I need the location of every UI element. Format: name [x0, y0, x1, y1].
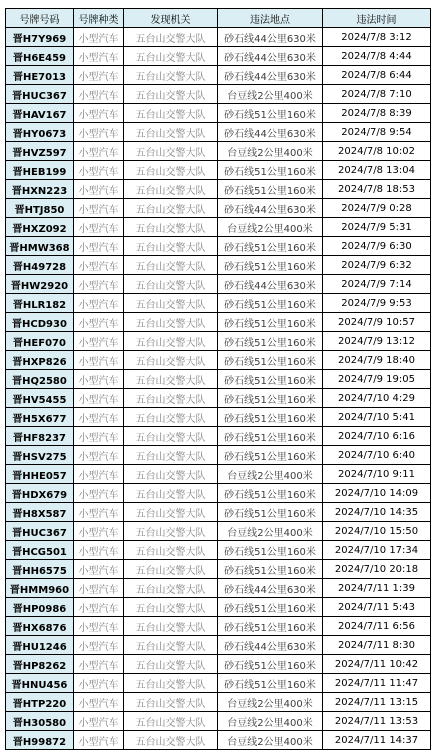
table-row: [6, 579, 431, 598]
table-row: [6, 522, 431, 541]
cell-plate-number: 晋HMW368: [6, 237, 74, 256]
table-row: [6, 161, 431, 180]
cell-location: 台豆线2公里400米: [218, 731, 323, 750]
cell-location: 砂石线51公里160米: [218, 484, 323, 503]
cell-plate-number: 晋HNU456: [6, 674, 74, 693]
cell-authority: 五台山交警大队: [124, 389, 218, 408]
cell-authority: 五台山交警大队: [124, 256, 218, 275]
violation-table: [5, 8, 431, 750]
table-row: [6, 294, 431, 313]
cell-plate-number: 晋HEB199: [6, 161, 74, 180]
cell-time: 2024/7/11 5:43: [323, 598, 431, 617]
cell-location: 砂石线44公里630米: [218, 123, 323, 142]
cell-authority: 五台山交警大队: [124, 85, 218, 104]
cell-plate-type: 小型汽车: [74, 351, 124, 370]
table-row: [6, 332, 431, 351]
cell-authority: 五台山交警大队: [124, 503, 218, 522]
cell-location: 砂石线51公里160米: [218, 427, 323, 446]
table-row: [6, 674, 431, 693]
table-row: [6, 693, 431, 712]
cell-time: 2024/7/9 19:05: [323, 370, 431, 389]
cell-time: 2024/7/9 10:57: [323, 313, 431, 332]
cell-plate-number: 晋HHE057: [6, 465, 74, 484]
table-row: [6, 617, 431, 636]
cell-time: 2024/7/10 14:09: [323, 484, 431, 503]
cell-time: 2024/7/10 6:16: [323, 427, 431, 446]
table-row: [6, 275, 431, 294]
cell-plate-type: 小型汽车: [74, 598, 124, 617]
cell-time: 2024/7/11 13:15: [323, 693, 431, 712]
cell-plate-type: 小型汽车: [74, 655, 124, 674]
cell-authority: 五台山交警大队: [124, 522, 218, 541]
cell-location: 台豆线2公里400米: [218, 85, 323, 104]
cell-authority: 五台山交警大队: [124, 674, 218, 693]
cell-time: 2024/7/10 9:11: [323, 465, 431, 484]
cell-time: 2024/7/8 18:53: [323, 180, 431, 199]
cell-plate-type: 小型汽车: [74, 427, 124, 446]
cell-location: 砂石线51公里160米: [218, 598, 323, 617]
cell-plate-number: 晋H6E459: [6, 47, 74, 66]
cell-location: 砂石线51公里160米: [218, 617, 323, 636]
table-row: [6, 218, 431, 237]
cell-location: 砂石线51公里160米: [218, 313, 323, 332]
cell-plate-number: 晋HTP220: [6, 693, 74, 712]
table-row: [6, 636, 431, 655]
table-row: [6, 180, 431, 199]
cell-plate-number: 晋HEF070: [6, 332, 74, 351]
cell-plate-type: 小型汽车: [74, 161, 124, 180]
cell-location: 砂石线51公里160米: [218, 256, 323, 275]
cell-authority: 五台山交警大队: [124, 427, 218, 446]
table-row: [6, 446, 431, 465]
cell-authority: 五台山交警大队: [124, 598, 218, 617]
cell-time: 2024/7/8 8:39: [323, 104, 431, 123]
cell-plate-number: 晋H99872: [6, 731, 74, 750]
cell-plate-number: 晋HY0673: [6, 123, 74, 142]
table-row: [6, 370, 431, 389]
cell-plate-number: 晋HP8262: [6, 655, 74, 674]
cell-plate-number: 晋H5X677: [6, 408, 74, 427]
cell-time: 2024/7/8 9:54: [323, 123, 431, 142]
cell-location: 砂石线51公里160米: [218, 351, 323, 370]
cell-location: 砂石线51公里160米: [218, 655, 323, 674]
cell-plate-type: 小型汽车: [74, 332, 124, 351]
cell-authority: 五台山交警大队: [124, 199, 218, 218]
cell-time: 2024/7/10 5:41: [323, 408, 431, 427]
cell-plate-number: 晋HSV275: [6, 446, 74, 465]
cell-plate-type: 小型汽车: [74, 408, 124, 427]
cell-location: 台豆线2公里400米: [218, 218, 323, 237]
cell-authority: 五台山交警大队: [124, 104, 218, 123]
cell-time: 2024/7/9 5:31: [323, 218, 431, 237]
table-row: [6, 47, 431, 66]
cell-plate-number: 晋H7Y969: [6, 28, 74, 47]
cell-plate-number: 晋HV5455: [6, 389, 74, 408]
cell-time: 2024/7/11 6:56: [323, 617, 431, 636]
cell-plate-type: 小型汽车: [74, 484, 124, 503]
cell-plate-number: 晋HXP826: [6, 351, 74, 370]
header-violation-time: 违法时间: [323, 9, 431, 28]
cell-authority: 五台山交警大队: [124, 142, 218, 161]
cell-plate-type: 小型汽车: [74, 370, 124, 389]
cell-plate-type: 小型汽车: [74, 541, 124, 560]
cell-authority: 五台山交警大队: [124, 484, 218, 503]
cell-plate-number: 晋HAV167: [6, 104, 74, 123]
cell-authority: 五台山交警大队: [124, 161, 218, 180]
cell-time: 2024/7/9 6:30: [323, 237, 431, 256]
cell-plate-type: 小型汽车: [74, 693, 124, 712]
table-row: [6, 465, 431, 484]
cell-plate-number: 晋HXN223: [6, 180, 74, 199]
cell-location: 台豆线2公里400米: [218, 712, 323, 731]
cell-plate-type: 小型汽车: [74, 275, 124, 294]
cell-location: 砂石线44公里630米: [218, 47, 323, 66]
cell-location: 砂石线44公里630米: [218, 275, 323, 294]
table-row: [6, 123, 431, 142]
cell-plate-number: 晋HVZ597: [6, 142, 74, 161]
cell-authority: 五台山交警大队: [124, 579, 218, 598]
cell-plate-type: 小型汽车: [74, 503, 124, 522]
cell-authority: 五台山交警大队: [124, 712, 218, 731]
cell-authority: 五台山交警大队: [124, 313, 218, 332]
cell-location: 砂石线51公里160米: [218, 541, 323, 560]
cell-time: 2024/7/11 8:30: [323, 636, 431, 655]
cell-time: 2024/7/9 18:40: [323, 351, 431, 370]
cell-plate-number: 晋H30580: [6, 712, 74, 731]
table-row: [6, 104, 431, 123]
cell-time: 2024/7/8 7:10: [323, 85, 431, 104]
cell-location: 砂石线51公里160米: [218, 370, 323, 389]
cell-plate-type: 小型汽车: [74, 579, 124, 598]
cell-authority: 五台山交警大队: [124, 351, 218, 370]
cell-plate-type: 小型汽车: [74, 446, 124, 465]
cell-plate-number: 晋HX6876: [6, 617, 74, 636]
cell-authority: 五台山交警大队: [124, 66, 218, 85]
table-row: [6, 351, 431, 370]
table-row: [6, 731, 431, 750]
cell-location: 砂石线44公里630米: [218, 579, 323, 598]
cell-plate-number: 晋HMM960: [6, 579, 74, 598]
cell-authority: 五台山交警大队: [124, 180, 218, 199]
cell-time: 2024/7/10 4:29: [323, 389, 431, 408]
cell-plate-number: 晋HLR182: [6, 294, 74, 313]
table-row: [6, 313, 431, 332]
cell-time: 2024/7/9 13:12: [323, 332, 431, 351]
header-row: [6, 9, 431, 28]
cell-plate-type: 小型汽车: [74, 28, 124, 47]
cell-authority: 五台山交警大队: [124, 617, 218, 636]
cell-time: 2024/7/11 14:37: [323, 731, 431, 750]
cell-authority: 五台山交警大队: [124, 655, 218, 674]
cell-plate-number: 晋HUC367: [6, 85, 74, 104]
header-violation-location: 违法地点: [218, 9, 323, 28]
cell-authority: 五台山交警大队: [124, 731, 218, 750]
table-row: [6, 85, 431, 104]
cell-location: 砂石线51公里160米: [218, 389, 323, 408]
cell-plate-number: 晋HP0986: [6, 598, 74, 617]
cell-time: 2024/7/10 14:35: [323, 503, 431, 522]
violation-table-container: [5, 8, 431, 750]
cell-location: 砂石线51公里160米: [218, 294, 323, 313]
cell-time: 2024/7/10 15:50: [323, 522, 431, 541]
cell-plate-type: 小型汽车: [74, 389, 124, 408]
table-row: [6, 66, 431, 85]
header-plate-type: 号牌种类: [74, 9, 124, 28]
cell-location: 台豆线2公里400米: [218, 522, 323, 541]
cell-plate-number: 晋HW2920: [6, 275, 74, 294]
table-row: [6, 484, 431, 503]
cell-authority: 五台山交警大队: [124, 636, 218, 655]
cell-plate-type: 小型汽车: [74, 617, 124, 636]
cell-authority: 五台山交警大队: [124, 28, 218, 47]
cell-plate-number: 晋HCG501: [6, 541, 74, 560]
cell-plate-type: 小型汽车: [74, 636, 124, 655]
cell-plate-number: 晋H49728: [6, 256, 74, 275]
cell-authority: 五台山交警大队: [124, 693, 218, 712]
cell-plate-type: 小型汽车: [74, 123, 124, 142]
cell-plate-number: 晋HE7013: [6, 66, 74, 85]
cell-location: 砂石线51公里160米: [218, 674, 323, 693]
cell-plate-number: 晋HUC367: [6, 522, 74, 541]
cell-location: 砂石线51公里160米: [218, 408, 323, 427]
cell-location: 砂石线51公里160米: [218, 332, 323, 351]
cell-time: 2024/7/8 10:02: [323, 142, 431, 161]
cell-authority: 五台山交警大队: [124, 47, 218, 66]
cell-time: 2024/7/8 4:44: [323, 47, 431, 66]
cell-time: 2024/7/8 6:44: [323, 66, 431, 85]
cell-authority: 五台山交警大队: [124, 560, 218, 579]
table-row: [6, 408, 431, 427]
header-plate-number: 号牌号码: [6, 9, 74, 28]
cell-time: 2024/7/8 13:04: [323, 161, 431, 180]
cell-time: 2024/7/10 17:34: [323, 541, 431, 560]
table-row: [6, 503, 431, 522]
cell-time: 2024/7/11 10:42: [323, 655, 431, 674]
cell-time: 2024/7/8 3:12: [323, 28, 431, 47]
table-row: [6, 598, 431, 617]
cell-authority: 五台山交警大队: [124, 123, 218, 142]
cell-location: 砂石线44公里630米: [218, 28, 323, 47]
cell-location: 台豆线2公里400米: [218, 693, 323, 712]
cell-time: 2024/7/9 7:14: [323, 275, 431, 294]
cell-plate-number: 晋HTJ850: [6, 199, 74, 218]
table-row: [6, 237, 431, 256]
cell-plate-type: 小型汽车: [74, 294, 124, 313]
cell-authority: 五台山交警大队: [124, 275, 218, 294]
header-discovering-authority: 发现机关: [124, 9, 218, 28]
table-row: [6, 142, 431, 161]
cell-plate-type: 小型汽车: [74, 85, 124, 104]
table-row: [6, 389, 431, 408]
cell-plate-type: 小型汽车: [74, 180, 124, 199]
table-row: [6, 655, 431, 674]
cell-plate-type: 小型汽车: [74, 256, 124, 275]
cell-authority: 五台山交警大队: [124, 541, 218, 560]
cell-plate-number: 晋HF8237: [6, 427, 74, 446]
cell-plate-type: 小型汽车: [74, 712, 124, 731]
cell-authority: 五台山交警大队: [124, 218, 218, 237]
cell-authority: 五台山交警大队: [124, 465, 218, 484]
cell-plate-type: 小型汽车: [74, 731, 124, 750]
table-row: [6, 560, 431, 579]
cell-plate-type: 小型汽车: [74, 142, 124, 161]
cell-authority: 五台山交警大队: [124, 446, 218, 465]
cell-plate-number: 晋HXZ092: [6, 218, 74, 237]
cell-location: 砂石线44公里630米: [218, 636, 323, 655]
table-row: [6, 199, 431, 218]
cell-plate-type: 小型汽车: [74, 104, 124, 123]
cell-plate-number: 晋H8X587: [6, 503, 74, 522]
cell-plate-type: 小型汽车: [74, 199, 124, 218]
cell-location: 砂石线51公里160米: [218, 237, 323, 256]
cell-plate-type: 小型汽车: [74, 313, 124, 332]
cell-location: 砂石线51公里160米: [218, 161, 323, 180]
cell-time: 2024/7/10 6:40: [323, 446, 431, 465]
cell-time: 2024/7/11 11:47: [323, 674, 431, 693]
table-header: [6, 9, 431, 28]
cell-authority: 五台山交警大队: [124, 408, 218, 427]
cell-time: 2024/7/9 6:32: [323, 256, 431, 275]
cell-authority: 五台山交警大队: [124, 370, 218, 389]
cell-location: 砂石线51公里160米: [218, 104, 323, 123]
table-row: [6, 427, 431, 446]
cell-plate-type: 小型汽车: [74, 218, 124, 237]
table-row: [6, 256, 431, 275]
cell-plate-number: 晋HCD930: [6, 313, 74, 332]
cell-time: 2024/7/11 13:53: [323, 712, 431, 731]
table-row: [6, 28, 431, 47]
table-row: [6, 712, 431, 731]
cell-location: 砂石线51公里160米: [218, 446, 323, 465]
cell-time: 2024/7/9 0:28: [323, 199, 431, 218]
cell-authority: 五台山交警大队: [124, 237, 218, 256]
cell-plate-type: 小型汽车: [74, 465, 124, 484]
cell-authority: 五台山交警大队: [124, 294, 218, 313]
cell-plate-type: 小型汽车: [74, 66, 124, 85]
cell-time: 2024/7/11 1:39: [323, 579, 431, 598]
cell-location: 台豆线2公里400米: [218, 142, 323, 161]
cell-location: 砂石线51公里160米: [218, 180, 323, 199]
cell-authority: 五台山交警大队: [124, 332, 218, 351]
table-body: [6, 28, 431, 750]
cell-time: 2024/7/10 20:18: [323, 560, 431, 579]
table-row: [6, 541, 431, 560]
cell-location: 砂石线44公里630米: [218, 66, 323, 85]
cell-time: 2024/7/9 9:53: [323, 294, 431, 313]
cell-location: 台豆线2公里400米: [218, 465, 323, 484]
cell-plate-number: 晋HH6575: [6, 560, 74, 579]
cell-plate-type: 小型汽车: [74, 560, 124, 579]
cell-plate-type: 小型汽车: [74, 47, 124, 66]
cell-location: 砂石线44公里630米: [218, 199, 323, 218]
cell-plate-type: 小型汽车: [74, 674, 124, 693]
cell-location: 砂石线51公里160米: [218, 503, 323, 522]
cell-plate-number: 晋HDX679: [6, 484, 74, 503]
cell-plate-type: 小型汽车: [74, 522, 124, 541]
cell-location: 砂石线51公里160米: [218, 560, 323, 579]
cell-plate-number: 晋HQ2580: [6, 370, 74, 389]
cell-plate-type: 小型汽车: [74, 237, 124, 256]
cell-plate-number: 晋HU1246: [6, 636, 74, 655]
